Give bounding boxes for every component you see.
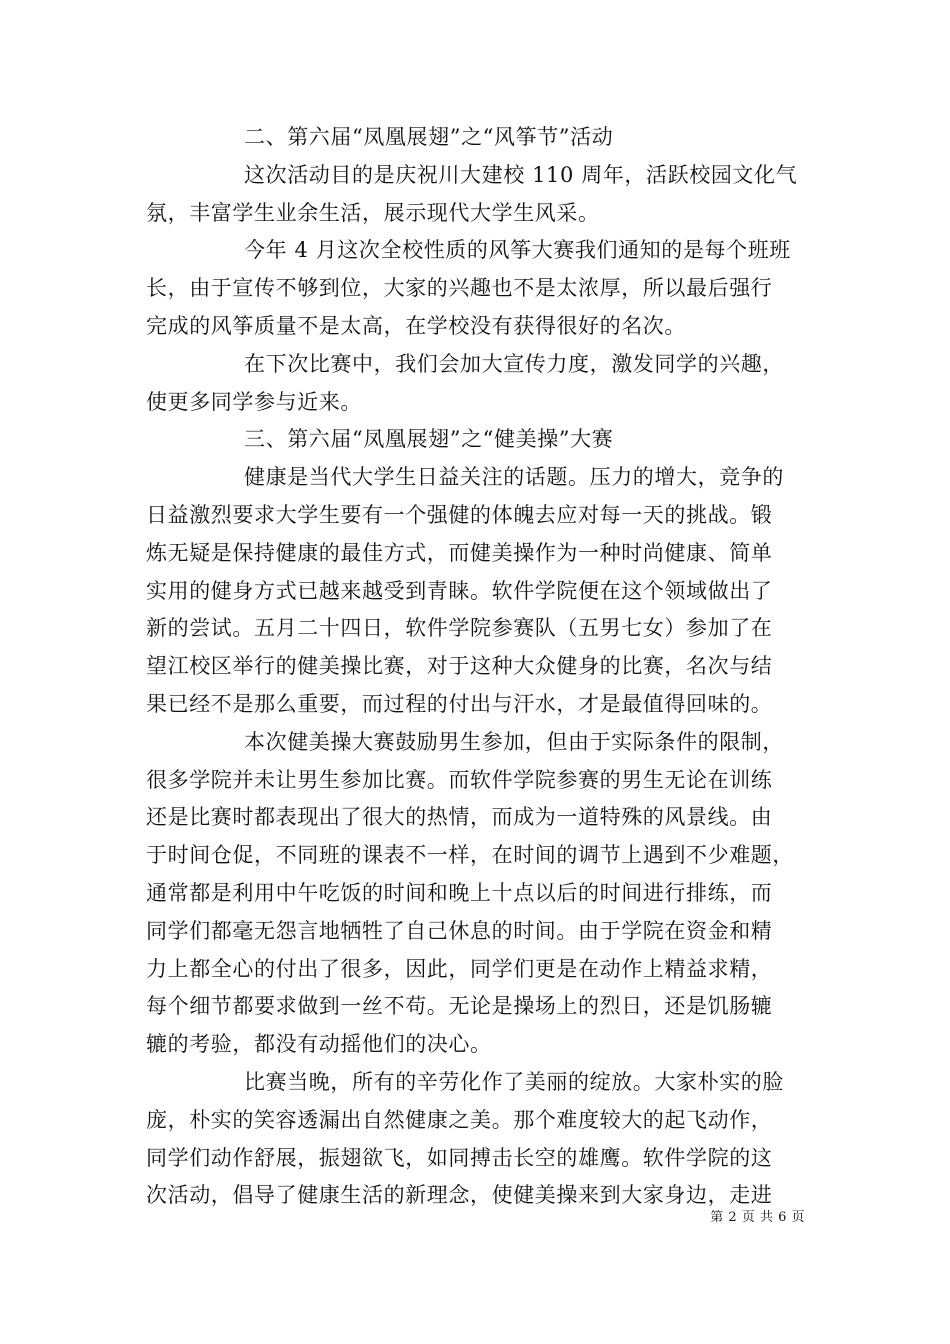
text-line: 二、第六届“凤凰展翅”之“风筝节”活动 [244, 125, 614, 149]
text-line: 使更多同学参与近来。 [146, 389, 362, 414]
text-line: 长，由于宣传不够到位，大家的兴趣也不是太浓厚，所以最后强行 [146, 276, 773, 301]
text-line: 通常都是利用中午吃饭的时间和晚上十点以后的时间进行排练，而 [146, 880, 773, 905]
text-line: 氛，丰富学生业余生活，展示现代大学生风采。 [146, 200, 600, 225]
text-line: 还是比赛时都表现出了很大的热情，而成为一道特殊的风景线。由 [146, 805, 773, 830]
text-line: 这次活动目的是庆祝川大建校 110 周年，活跃校园文化气 [244, 162, 798, 187]
text-line: 于时间仓促，不同班的课表不一样，在时间的调节上遇到不少难题， [146, 843, 794, 868]
text-line: 完成的风筝质量不是太高，在学校没有获得很好的名次。 [146, 313, 686, 338]
text-line: 辘的考验，都没有动摇他们的决心。 [146, 1032, 492, 1057]
text-line: 本次健美操大赛鼓励男生参加，但由于实际条件的限制， [244, 729, 784, 754]
text-line: 新的尝试。五月二十四日，软件学院参赛队（五男七女）参加了在 [146, 616, 773, 641]
text-line: 日益激烈要求大学生要有一个强健的体魄去应对每一天的挑战。锻 [146, 502, 773, 527]
text-line: 庞，朴实的笑容透漏出自然健康之美。那个难度较大的起飞动作， [146, 1107, 773, 1132]
text-line: 实用的健身方式已越来越受到青睐。软件学院便在这个领域做出了 [146, 578, 773, 603]
text-line: 在下次比赛中，我们会加大宣传力度，激发同学的兴趣， [244, 351, 784, 376]
text-line: 力上都全心的付出了很多，因此，同学们更是在动作上精益求精， [146, 956, 773, 981]
text-line: 果已经不是那么重要，而过程的付出与汗水，才是最值得回味的。 [146, 691, 773, 716]
text-line: 次活动，倡导了健康生活的新理念，使健美操来到大家身边，走进 [146, 1183, 773, 1208]
text-line: 比赛当晚，所有的辛劳化作了美丽的绽放。大家朴实的脸 [244, 1069, 784, 1094]
text-line: 每个细节都要求做到一丝不苟。无论是操场上的烈日，还是饥肠辘 [146, 994, 773, 1019]
page-number: 第 2 页 共 6 页 [710, 1210, 805, 1225]
text-line: 望江校区举行的健美操比赛，对于这种大众健身的比赛，名次与结 [146, 654, 773, 679]
text-line: 同学们动作舒展，振翅欲飞，如同搏击长空的雄鹰。软件学院的这 [146, 1145, 773, 1170]
text-line: 同学们都毫无怨言地牺牲了自己休息的时间。由于学院在资金和精 [146, 918, 773, 943]
text-line: 炼无疑是保持健康的最佳方式，而健美操作为一种时尚健康、简单 [146, 540, 773, 565]
text-line: 今年 4 月这次全校性质的风筝大赛我们通知的是每个班班 [244, 238, 791, 263]
text-line: 健康是当代大学生日益关注的话题。压力的增大，竞争的 [244, 465, 784, 490]
text-line: 三、第六届“凤凰展翅”之“健美操”大赛 [244, 427, 614, 452]
text-line: 很多学院并未让男生参加比赛。而软件学院参赛的男生无论在训练 [146, 767, 773, 792]
document-body [146, 119, 810, 1215]
